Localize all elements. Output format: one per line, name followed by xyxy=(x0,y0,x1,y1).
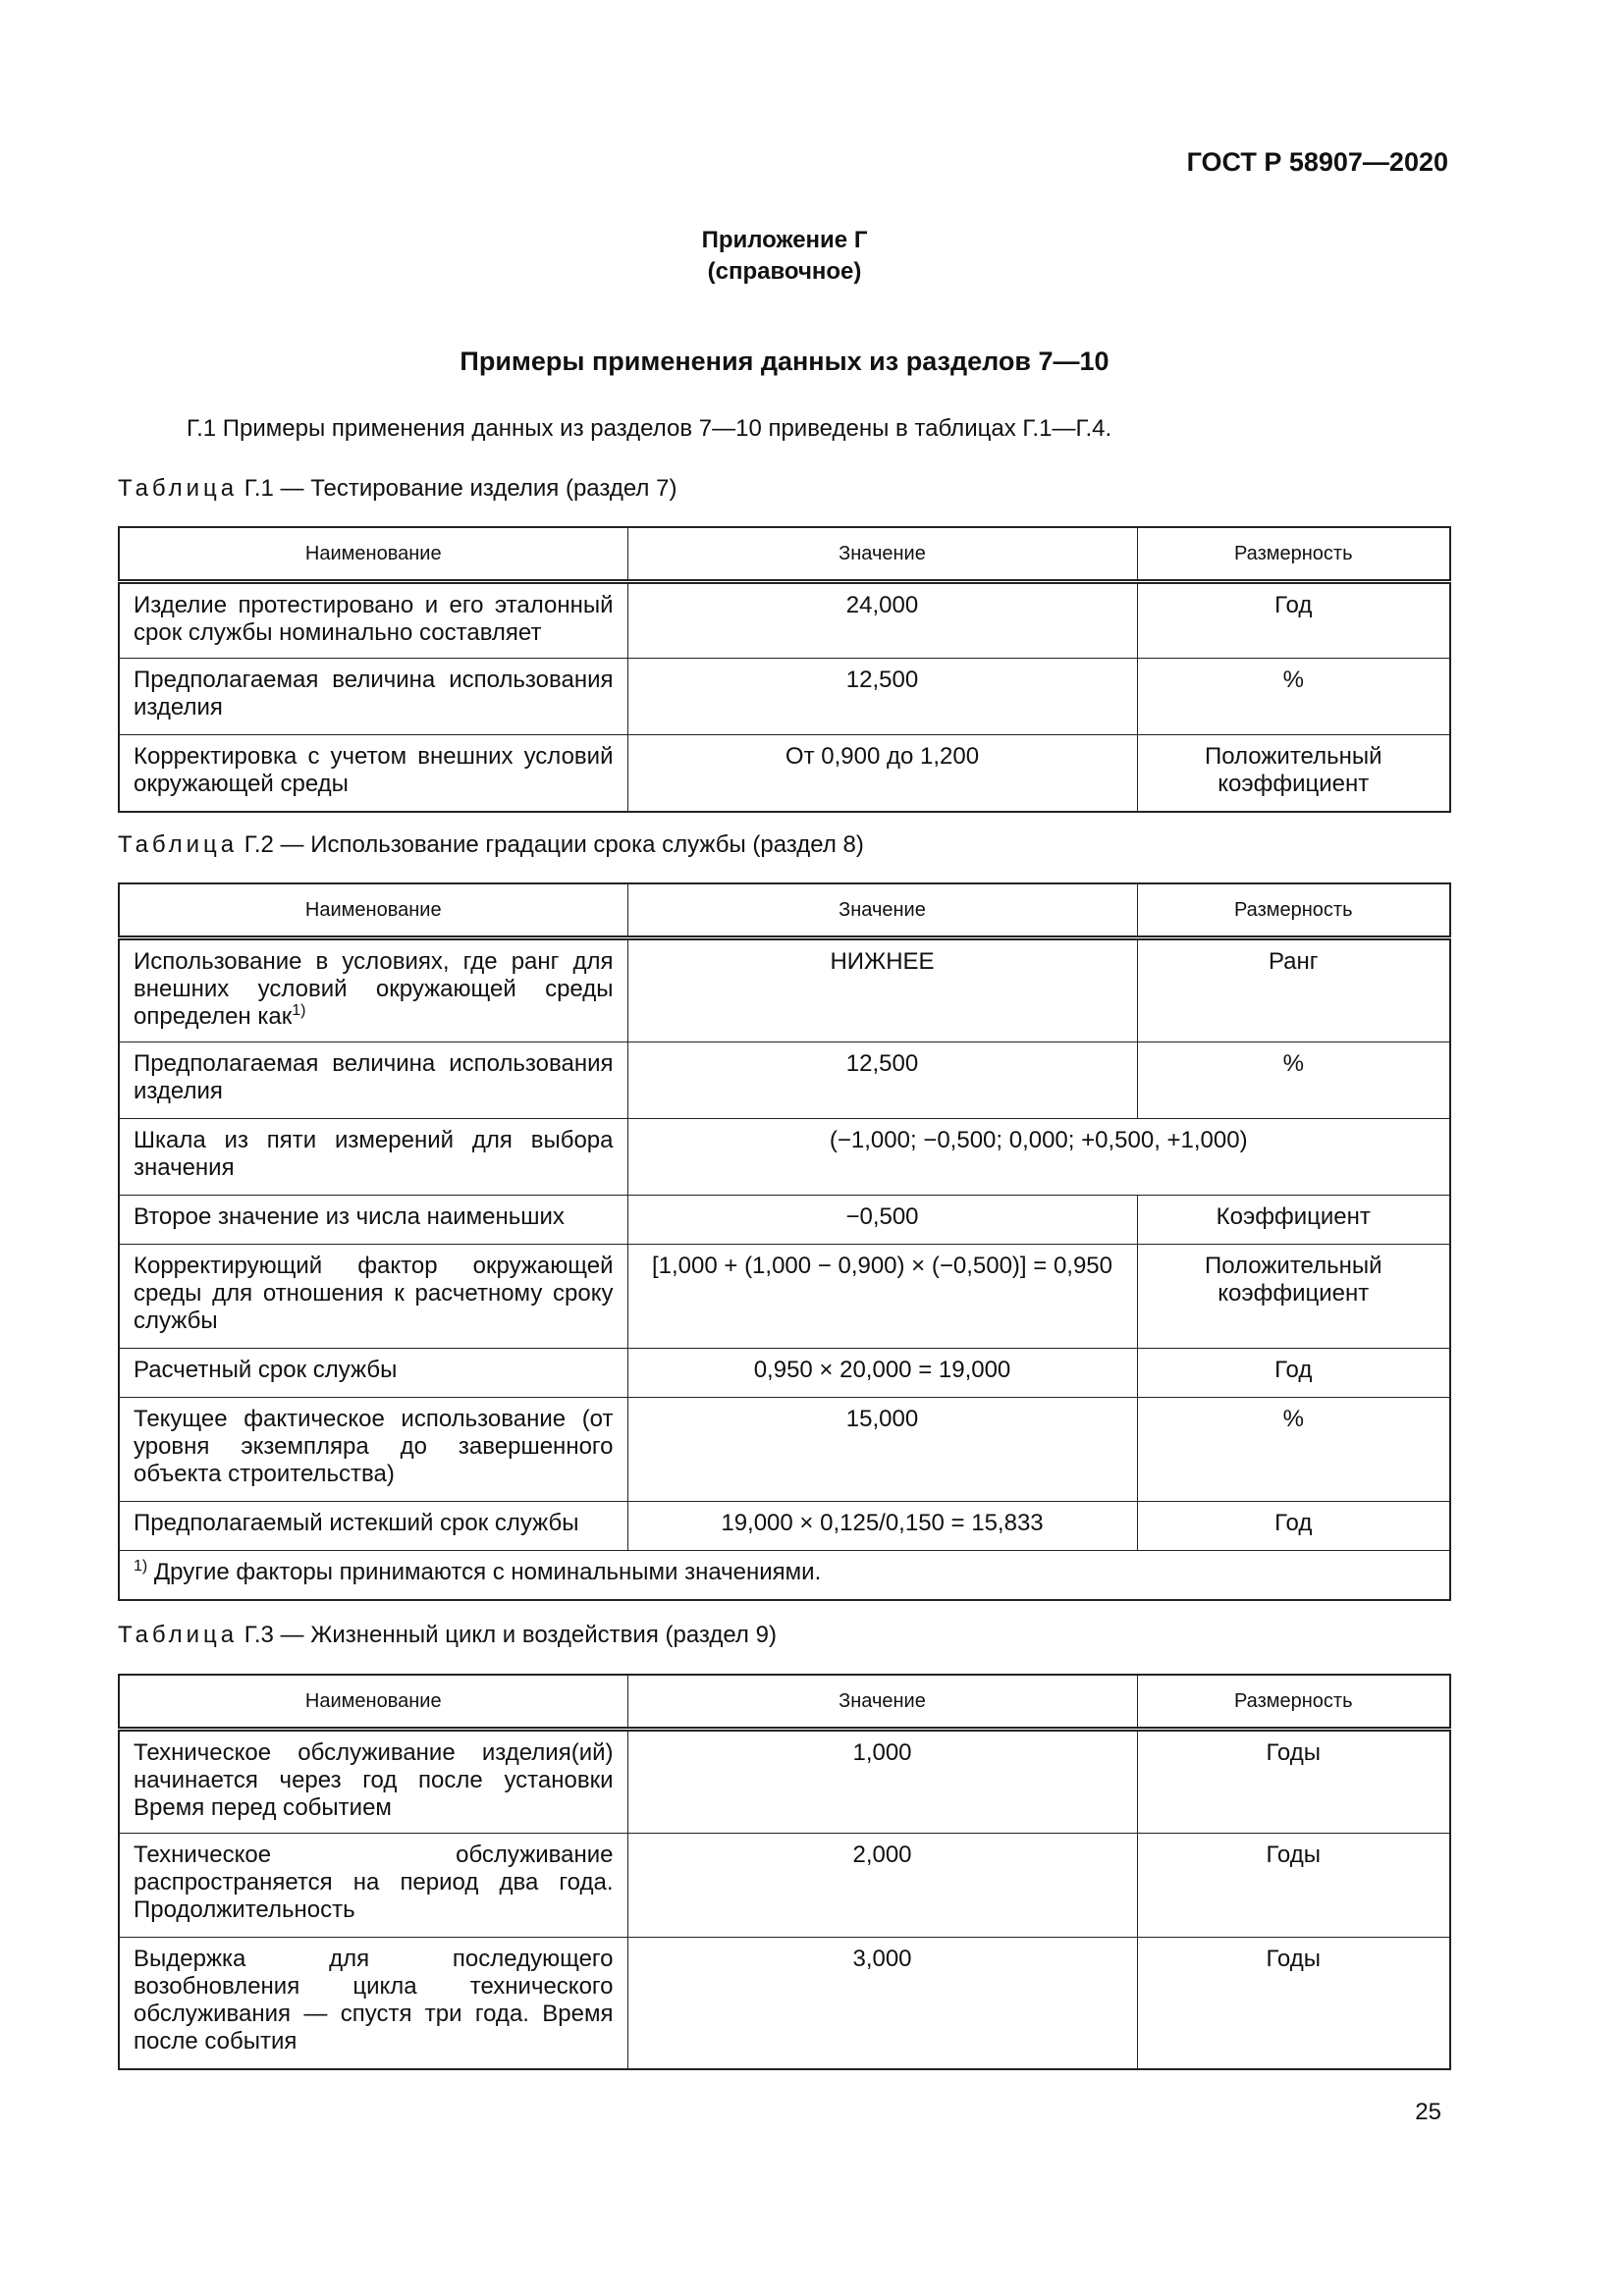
table-row xyxy=(119,1834,1450,1938)
cell-dimension: Годы xyxy=(1137,1834,1450,1938)
cell-name xyxy=(119,938,627,1042)
table1-caption xyxy=(118,475,677,503)
document-code: ГОСТ Р 58907—2020 xyxy=(1186,147,1448,177)
page-number: 25 xyxy=(1415,2099,1441,2125)
header-dimension: Размерность xyxy=(1137,527,1450,582)
cell-value: От 0,900 до 1,200 xyxy=(627,735,1137,812)
footnote-text: Другие факторы принимаются с номинальными значениями. xyxy=(153,1559,822,1585)
table-row xyxy=(119,1196,1450,1245)
footnote-ref: 1) xyxy=(292,1002,306,1019)
table-row xyxy=(119,1245,1450,1349)
cell-dimension: Коэффициент xyxy=(1137,1196,1450,1245)
table3-caption-label: Таблица xyxy=(118,1622,239,1648)
table-row xyxy=(119,938,1450,1042)
cell-value: 1,000 xyxy=(627,1730,1137,1834)
table2-caption xyxy=(118,831,864,859)
cell-name: Техническое обслуживание изделия(ий) начинается через год после установки Время перед событием xyxy=(119,1730,627,1834)
table3-caption xyxy=(118,1622,777,1649)
table2 xyxy=(118,882,1451,1601)
cell-dimension: Год xyxy=(1137,582,1450,659)
table-row xyxy=(119,1042,1450,1119)
cell-name: Изделие протестировано и его эталонный срок службы номинально составляет xyxy=(119,582,627,659)
appendix-subtitle: (справочное) xyxy=(707,258,862,285)
cell-name-text: Использование в условиях, где ранг для внешних условий окружающей среды определен как xyxy=(134,948,614,1030)
cell-value: 3,000 xyxy=(627,1938,1137,2069)
table-row xyxy=(119,1119,1450,1196)
table2-caption-label: Таблица xyxy=(118,831,239,858)
cell-dimension: Год xyxy=(1137,1502,1450,1551)
table-row xyxy=(119,735,1450,812)
cell-name: Предполагаемая величина использования изделия xyxy=(119,1042,627,1119)
cell-dimension: Ранг xyxy=(1137,938,1450,1042)
cell-value: 12,500 xyxy=(627,1042,1137,1119)
cell-name: Предполагаемая величина использования изделия xyxy=(119,659,627,735)
table3 xyxy=(118,1674,1451,2070)
table-footnote xyxy=(119,1551,1450,1600)
table1 xyxy=(118,526,1451,813)
cell-name: Корректировка с учетом внешних условий окружающей среды xyxy=(119,735,627,812)
table-row xyxy=(119,582,1450,659)
cell-name: Техническое обслуживание распространяется на период два года. Продолжительность xyxy=(119,1834,627,1938)
header-value: Значение xyxy=(627,527,1137,582)
cell-name: Шкала из пяти измерений для выбора значения xyxy=(119,1119,627,1196)
appendix-title: Приложение Г xyxy=(701,227,868,253)
header-value: Значение xyxy=(627,883,1137,938)
table1-caption-label: Таблица xyxy=(118,475,239,502)
table-header-row xyxy=(119,527,1450,582)
table-row xyxy=(119,659,1450,735)
cell-dimension: % xyxy=(1137,1042,1450,1119)
header-name: Наименование xyxy=(119,1675,627,1730)
table1-caption-text: Г.1 — Тестирование изделия (раздел 7) xyxy=(244,475,677,502)
cell-value: −0,500 xyxy=(627,1196,1137,1245)
table3-caption-text: Г.3 — Жизненный цикл и воздействия (раздел 9) xyxy=(244,1622,777,1648)
table-row xyxy=(119,1730,1450,1834)
section-title: Примеры применения данных из разделов 7—10 xyxy=(460,347,1110,376)
cell-dimension: Положительный коэффициент xyxy=(1137,735,1450,812)
table-header-row xyxy=(119,1675,1450,1730)
cell-value: 12,500 xyxy=(627,659,1137,735)
cell-dimension: Годы xyxy=(1137,1730,1450,1834)
table-footnote-row xyxy=(119,1551,1450,1600)
cell-value: 19,000 × 0,125/0,150 = 15,833 xyxy=(627,1502,1137,1551)
cell-dimension: Годы xyxy=(1137,1938,1450,2069)
cell-value: НИЖНЕЕ xyxy=(627,938,1137,1042)
cell-name: Предполагаемый истекший срок службы xyxy=(119,1502,627,1551)
cell-name: Текущее фактическое использование (от уровня экземпляра до завершенного объекта строительства) xyxy=(119,1398,627,1502)
table-row xyxy=(119,1502,1450,1551)
cell-name: Второе значение из числа наименьших xyxy=(119,1196,627,1245)
table-row xyxy=(119,1938,1450,2069)
header-value: Значение xyxy=(627,1675,1137,1730)
table-row xyxy=(119,1398,1450,1502)
header-dimension: Размерность xyxy=(1137,1675,1450,1730)
cell-name: Расчетный срок службы xyxy=(119,1349,627,1398)
cell-dimension: Положительный коэффициент xyxy=(1137,1245,1450,1349)
cell-name: Выдержка для последующего возобновления цикла технического обслуживания — спустя три года. Время после события xyxy=(119,1938,627,2069)
cell-value: 2,000 xyxy=(627,1834,1137,1938)
cell-value: 0,950 × 20,000 = 19,000 xyxy=(627,1349,1137,1398)
cell-value: 24,000 xyxy=(627,582,1137,659)
cell-dimension: % xyxy=(1137,659,1450,735)
cell-value: [1,000 + (1,000 − 0,900) × (−0,500)] = 0,950 xyxy=(627,1245,1137,1349)
cell-dimension: % xyxy=(1137,1398,1450,1502)
table-row xyxy=(119,1349,1450,1398)
table2-caption-text: Г.2 — Использование градации срока службы (раздел 8) xyxy=(244,831,864,858)
header-name: Наименование xyxy=(119,883,627,938)
footnote-mark: 1) xyxy=(134,1558,148,1575)
cell-value-merged: (−1,000; −0,500; 0,000; +0,500, +1,000) xyxy=(627,1119,1450,1196)
intro-paragraph: Г.1 Примеры применения данных из разделов 7—10 приведены в таблицах Г.1—Г.4. xyxy=(187,415,1112,442)
header-name: Наименование xyxy=(119,527,627,582)
cell-dimension: Год xyxy=(1137,1349,1450,1398)
cell-value: 15,000 xyxy=(627,1398,1137,1502)
cell-name: Корректирующий фактор окружающей среды для отношения к расчетному сроку службы xyxy=(119,1245,627,1349)
table-header-row xyxy=(119,883,1450,938)
header-dimension: Размерность xyxy=(1137,883,1450,938)
